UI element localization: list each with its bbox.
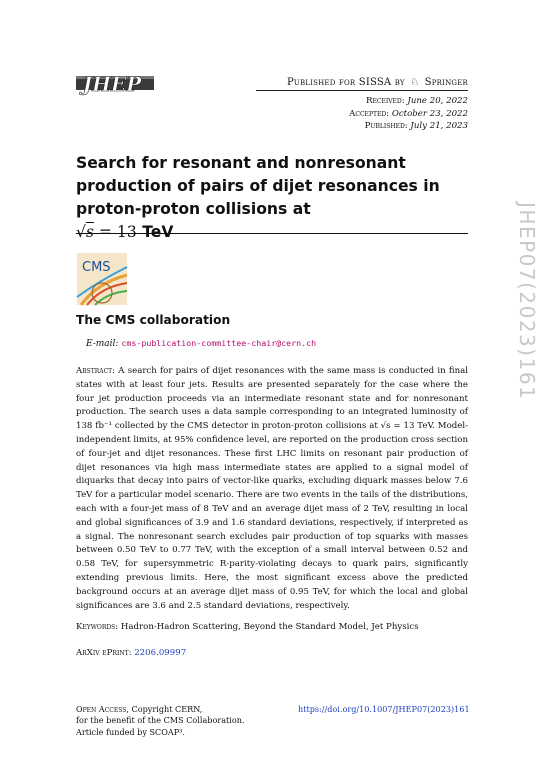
published-label: Published: xyxy=(364,121,408,131)
title-unit: TeV xyxy=(136,223,174,241)
springer-horse-icon: ♘ xyxy=(410,77,420,88)
sqrt-s-expression: √s = 13 xyxy=(76,223,137,241)
side-id-text: JHEP07(2023)161 xyxy=(515,202,539,401)
funding-note: Article funded by SCOAP³. xyxy=(76,726,185,737)
footer-open-access xyxy=(76,704,245,738)
published-date: July 21, 2023 xyxy=(410,121,468,131)
title-text: Search for resonant and nonresonant production of pairs of dijet resonances in proton-proton collisions at xyxy=(76,154,440,218)
email-label: E-mail: xyxy=(86,339,119,349)
email-link[interactable]: cms-publication-committee-chair@cern.ch xyxy=(121,338,317,348)
copyright-text: , Copyright CERN, xyxy=(126,704,203,714)
side-journal-id xyxy=(494,202,539,472)
open-access-label: Open Access xyxy=(76,704,127,714)
title-rule xyxy=(76,233,468,234)
abstract-text: A search for pairs of dijet resonances with the same mass is conducted in final states with at least four jets. Results are presented separately for the case where the four jet production proceeds via an intermediate resonant state and for nonresonant production. The search uses a data sample corresponding to an integrated luminosity of 138 fb⁻¹ collected by the CMS detector in proton-proton collisions at √s = 13 TeV. Model-independent limits, at 95% confidence level, are reported on the production cross section of four-jet and dijet resonances. These first LHC limits on resonant pair production of dijet resonances via high mass intermediate states are applied to a signal model of diquarks that decay into pairs of vector-like quarks, excluding diquark masses below 7.6 TeV for a particular model scenario. There are two events in the tails of the distributions, each with a four-jet mass of 8 TeV and an average dijet mass of 2 TeV, resulting in local and global significances of 3.9 and 1.6 standard deviations, respectively, if interpreted as a signal. The nonresonant search excludes pair production of top squarks with masses between 0.50 TeV to 0.77 TeV, with the exception of a small interval between 0.52 and 0.58 TeV, for supersymmetric R-parity-violating decays to quark pairs, significantly extending previous limits. Here, the most significant excess above the predicted background occurs at an average dijet mass of 0.95 TeV, for which the local and global significances are 3.6 and 2.5 standard deviations, respectively. xyxy=(76,366,468,611)
publisher-name: Springer xyxy=(424,77,468,88)
arxiv-link[interactable]: 2206.09997 xyxy=(134,648,187,658)
collaboration-benefit: for the benefit of the CMS Collaboration. xyxy=(76,715,245,726)
paper-title xyxy=(76,152,476,244)
abstract-label: Abstract: xyxy=(76,366,116,376)
arxiv-eprint xyxy=(76,648,186,658)
cms-logo xyxy=(77,253,127,305)
keywords-text: Hadron-Hadron Scattering, Beyond the Standard Model, Jet Physics xyxy=(118,622,419,632)
cms-logo-text: CMS xyxy=(82,260,111,275)
collaboration-name: The CMS collaboration xyxy=(76,313,231,327)
accepted-label: Accepted: xyxy=(349,108,390,119)
received-label: Received: xyxy=(366,96,405,106)
arxiv-label: ArXiv ePrint: xyxy=(76,648,132,658)
footer-doi xyxy=(298,704,468,714)
received-date: June 20, 2022 xyxy=(407,96,468,106)
jhep-logo xyxy=(76,70,156,96)
keywords-label: Keywords: xyxy=(76,622,119,632)
publication-dates xyxy=(300,95,468,133)
doi-link[interactable]: https://doi.org/10.1007/JHEP07(2023)161 xyxy=(298,704,470,714)
sqrt-value: = 13 xyxy=(93,223,137,241)
abstract xyxy=(76,365,468,613)
jhep-logo-text: JHEP xyxy=(82,72,142,96)
keywords xyxy=(76,622,468,632)
contact-email xyxy=(86,338,316,349)
accepted-date: October 23, 2022 xyxy=(391,108,468,119)
publisher-line xyxy=(256,77,468,88)
sqrt-variable: s xyxy=(85,223,94,241)
published-for-label: Published for SISSA by xyxy=(286,77,405,88)
header-rule xyxy=(256,90,468,91)
